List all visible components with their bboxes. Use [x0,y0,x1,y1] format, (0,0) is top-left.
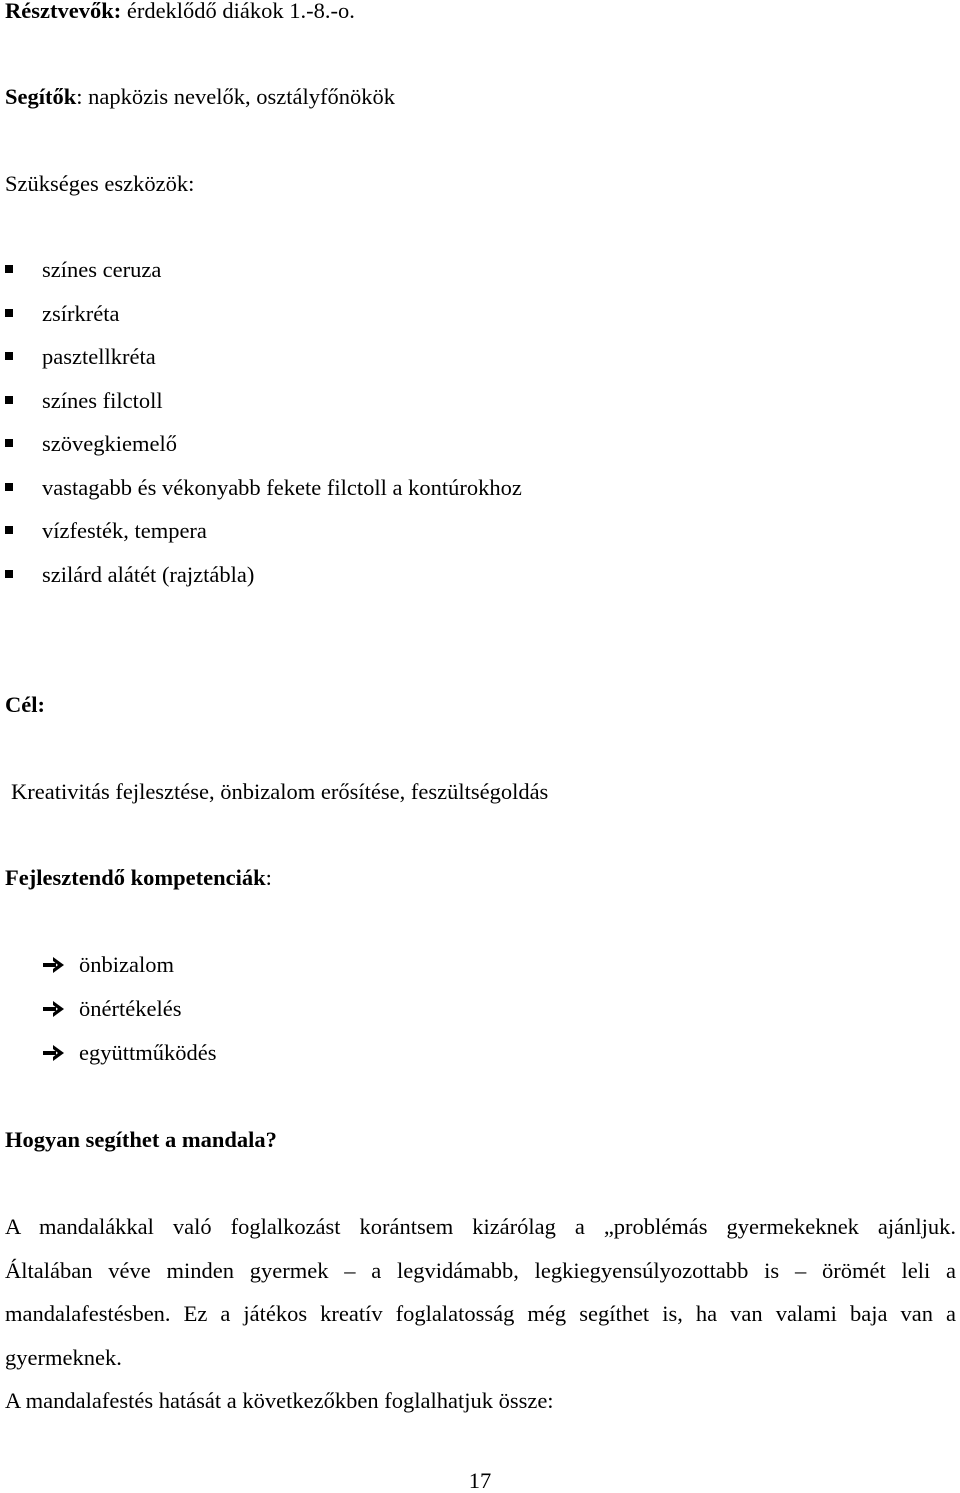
square-bullet-icon [5,396,13,404]
arrow-right-icon [43,1044,65,1062]
tool-item-label: zsírkréta [42,301,120,326]
page-number: 17 [468,1468,492,1493]
goal-text: Kreativitás fejlesztése, önbizalom erősítése, feszültségoldás [11,779,549,804]
paragraph-line: Általában véve minden gyermek – a legvidámabb, legkiegyensúlyozottabb is – örömét leli a [5,1258,956,1283]
competency-label: önértékelés [79,996,182,1021]
tool-item-label: pasztellkréta [42,344,156,369]
tool-item-label: szövegkiemelő [42,431,177,456]
tool-item-label: színes ceruza [42,257,162,282]
square-bullet-icon [5,526,13,534]
competency-label: önbizalom [79,952,174,977]
square-bullet-icon [5,265,13,273]
square-bullet-icon [5,309,13,317]
tool-item-label: színes filctoll [42,388,163,413]
helpers-label: Segítők [5,84,77,109]
goal-heading: Cél: [5,692,45,717]
competencies-heading [5,867,272,890]
helpers-text: : napközis nevelők, osztályfőnökök [76,84,395,109]
tools-heading: Szükséges eszközök: [5,171,195,196]
question-heading: Hogyan segíthet a mandala? [5,1127,277,1152]
participants-label: Résztvevők: [5,0,122,23]
tool-item-label: vastagabb és vékonyabb fekete filctoll a kontúrokhoz [42,475,522,500]
square-bullet-icon [5,483,13,491]
tool-item-label: szilárd alátét (rajztábla) [42,562,255,587]
paragraph-line: mandalafestésben. Ez a játékos kreatív foglalatosság még segíthet is, ha van valami baja van a [5,1301,956,1326]
paragraph-line: gyermeknek. [5,1345,122,1370]
helpers-line [5,86,395,109]
arrow-right-icon [43,956,65,974]
square-bullet-icon [5,352,13,360]
closing-line: A mandalafestés hatását a következőkben foglalhatjuk össze: [5,1388,554,1413]
square-bullet-icon [5,439,13,447]
participants-line [5,0,355,23]
competency-label: együttműködés [79,1040,217,1065]
paragraph-line: A mandalákkal való foglalkozást korántsem kizárólag a „problémás gyermekeknek ajánljuk. [5,1214,956,1239]
square-bullet-icon [5,570,13,578]
tool-item-label: vízfesték, tempera [42,518,207,543]
competencies-label: Fejlesztendő kompetenciák [5,865,266,890]
participants-text: érdeklődő diákok 1.-8.-o. [121,0,355,23]
arrow-right-icon [43,1000,65,1018]
competencies-colon: : [265,865,272,890]
